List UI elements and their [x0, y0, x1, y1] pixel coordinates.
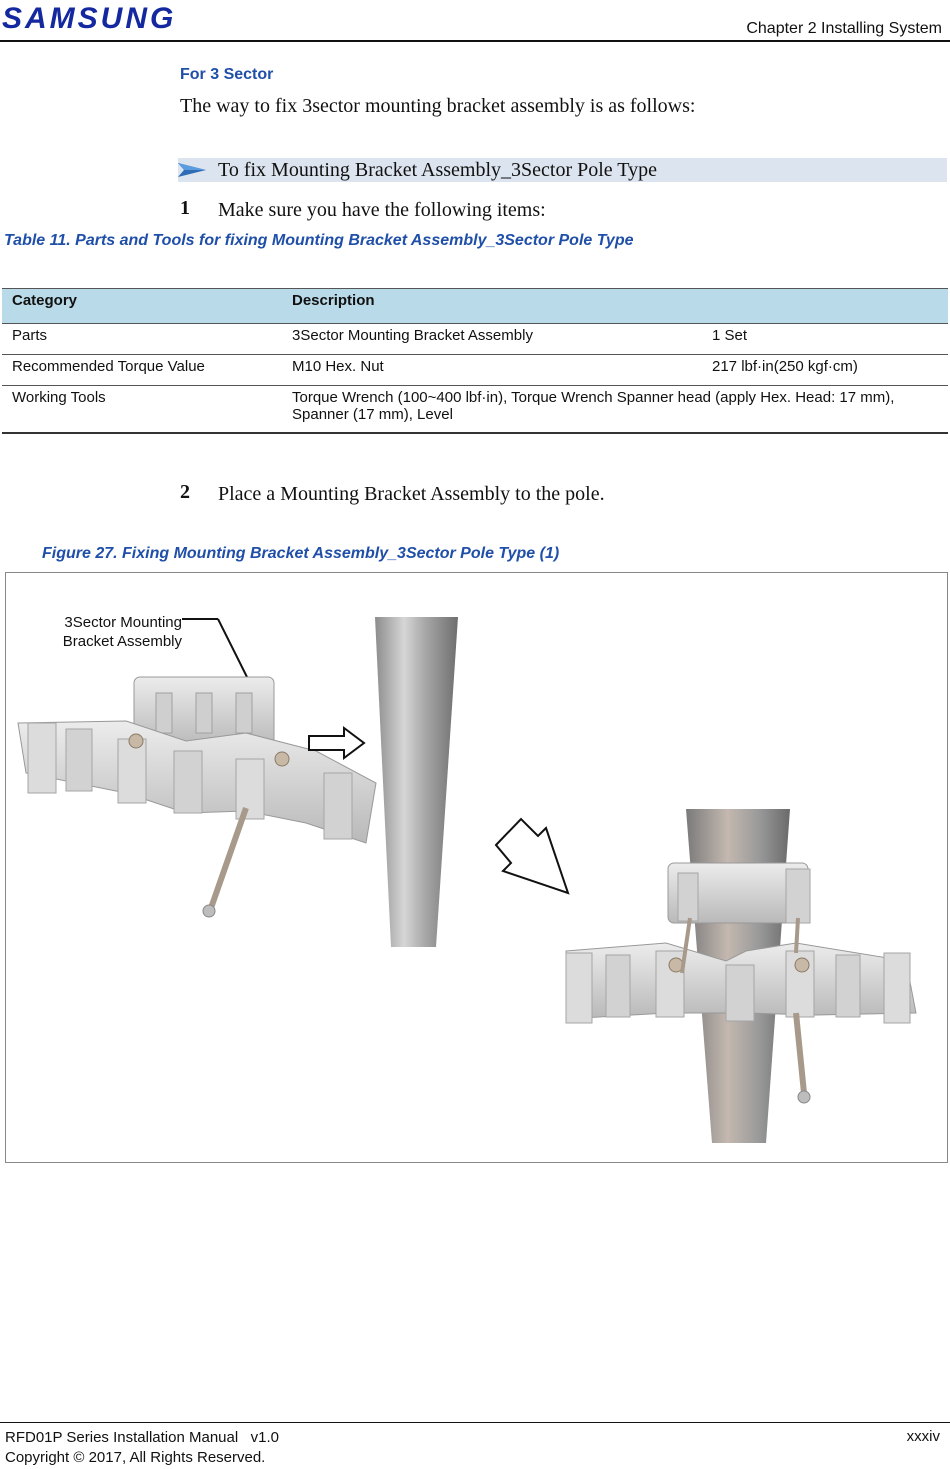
installation-figure	[5, 572, 948, 1163]
table-cell-description: M10 Hex. Nut	[282, 355, 702, 386]
table-row	[2, 324, 948, 355]
footer-info	[5, 1428, 279, 1468]
table-caption: Table 11. Parts and Tools for fixing Mounting Bracket Assembly_3Sector Pole Type	[4, 232, 634, 249]
step-text: Place a Mounting Bracket Assembly to the pole.	[218, 483, 605, 505]
figure-illustration	[6, 573, 948, 1163]
figure-label-line: Bracket Assembly	[62, 633, 182, 650]
table-cell-detail: 217 lbf·in(250 kgf·cm)	[702, 355, 948, 386]
bracket-assembly-left	[18, 677, 376, 917]
pole-standalone	[375, 617, 458, 947]
svg-text:SAMSUNG: SAMSUNG	[2, 2, 177, 32]
table-header-row	[2, 289, 948, 324]
arrow-icon-diagonal	[496, 819, 568, 893]
chapter-title: Chapter 2 Installing System	[746, 20, 942, 37]
table-row	[2, 355, 948, 386]
samsung-logo	[2, 2, 198, 32]
table-cell-detail: 1 Set	[702, 324, 948, 355]
figure-label	[42, 613, 182, 651]
parts-table	[2, 288, 948, 434]
table-cell-category: Recommended Torque Value	[2, 355, 282, 386]
footer-divider	[0, 1422, 950, 1423]
bracket-assembly-installed	[566, 809, 916, 1143]
footer-manual: RFD01P Series Installation Manual v1.0	[5, 1429, 280, 1446]
figure-label-line: 3Sector Mounting	[64, 614, 182, 631]
step-number: 1	[180, 197, 190, 219]
table-header-description: Description	[282, 289, 948, 324]
table-cell-description: Torque Wrench (100~400 lbf·in), Torque Wrench Spanner head (apply Hex. Head: 17 mm), Spanner (17 mm), Level	[282, 386, 948, 434]
step-text: Make sure you have the following items:	[218, 199, 546, 221]
table-cell-category: Parts	[2, 324, 282, 355]
procedure-band	[178, 158, 947, 182]
table-row	[2, 386, 948, 434]
table-cell-description: 3Sector Mounting Bracket Assembly	[282, 324, 702, 355]
figure-caption: Figure 27. Fixing Mounting Bracket Assembly_3Sector Pole Type (1)	[42, 545, 560, 562]
table-cell-category: Working Tools	[2, 386, 282, 434]
procedure-arrow-icon	[178, 161, 206, 179]
step-number: 2	[180, 481, 190, 503]
samsung-logo-svg	[2, 2, 198, 32]
footer-copyright: Copyright © 2017, All Rights Reserved.	[5, 1449, 266, 1466]
table-header-category: Category	[2, 289, 282, 324]
section-title: For 3 Sector	[180, 66, 274, 83]
section-intro: The way to fix 3sector mounting bracket assembly is as follows:	[180, 95, 696, 117]
procedure-title: To fix Mounting Bracket Assembly_3Sector Pole Type	[218, 159, 658, 181]
page-number: xxxiv	[906, 1428, 940, 1445]
header-divider	[0, 40, 950, 42]
